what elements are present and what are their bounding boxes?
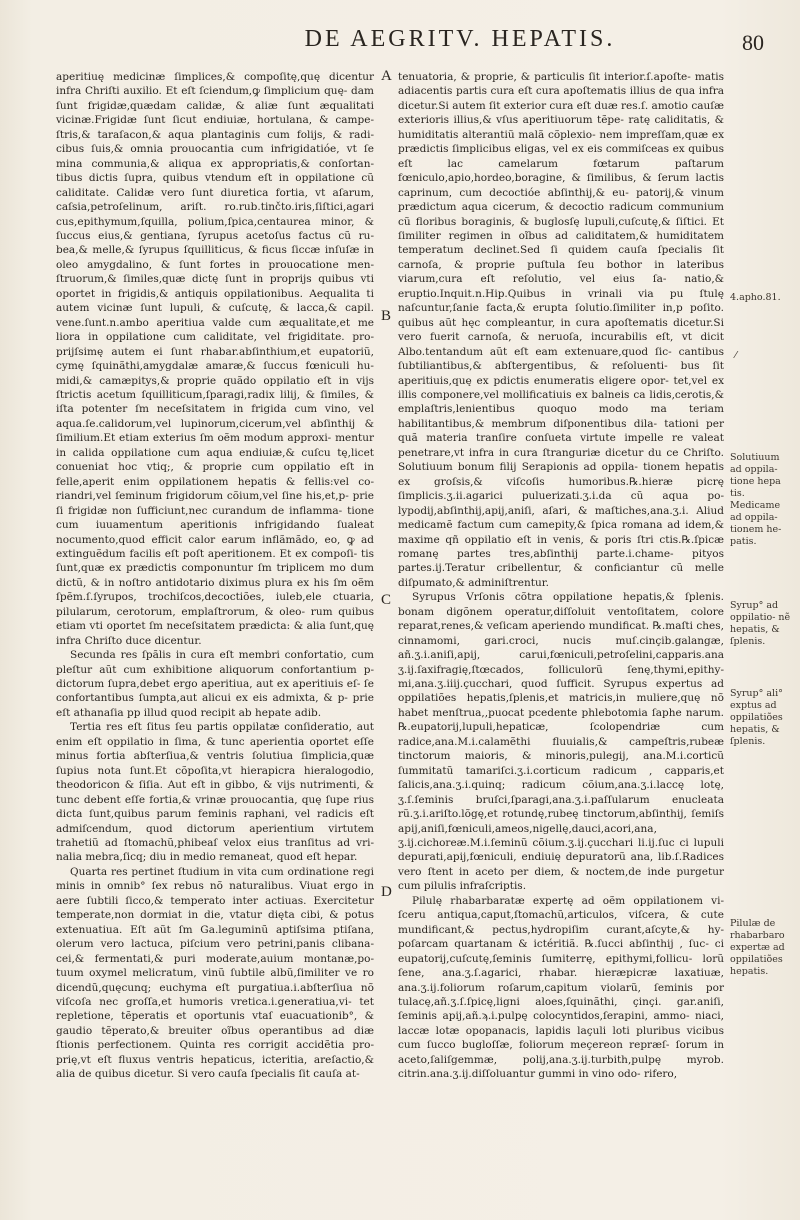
section-letter-a: A xyxy=(381,68,392,84)
section-letter-b: B xyxy=(381,308,392,324)
section-letter-c: C xyxy=(381,592,392,608)
margin-note-aphorism: 4.apho.81. xyxy=(730,292,781,303)
margin-note-syrupus-1: Syrup° ad oppilatio- nẽ hepatis, & ſplenis. xyxy=(730,600,791,647)
margin-note-solutiuum: Solutiuum ad oppila- tione hepa tis. Medicame ad oppila- tionem he- patis. xyxy=(730,452,782,547)
margin-mark: ⁄ xyxy=(735,350,737,361)
page-number: 80 xyxy=(742,30,764,55)
left-paragraph-1: aperitiuę medicinæ ſimplices,& compoſitę,quę dicentur infra Chriſti auxilio. Et eſt ſciendum,ꝙ ſimplicium quę- dam ſunt frigidæ,quædam calidæ, & aliæ ſunt æqualitati vicinæ.Frigidæ ſunt ſicut endiuiæ, hortulana, & campe- ſtris,& taraſacon,& aqua plantaginis cum folijs, & radi- cibus ſuis,& omnia prouocantia cum infrigidatióe, vt ſe mina communia,& aliqua ex appropriatis,& conſortan- tibus dictis ſupra, quibus vtendum eſt in oppilatione cũ caliditate. Calidæ vero ſunt diuretica fortia, vt aſarum, caſsia,petroſelinum, ariſt. ro.rub.tinčto.iris,ſiſtici,agari cus,epithymum,ſquilla, polium,ſpica,centaurea minor, & ſuccus eius,& gentiana, ſyrupus acetoſus factus cũ ru- bea,& melle,& ſyrupus ſquilliticus, & ficus ſiccæ inſuſæ in oleo amygdalino, & ſunt fortes in prouocatione men- ſtruorum,& ſimiles,quæ dictę ſunt in proprijs quibus vti oportet in frigidis,& antiquis oppilationibus. Aequalita ti autem vicinæ ſunt lupuli, & cuſcutę, & lacca,& capil. vene.ſunt.n.ambo aperitiua valde cum æqualitate,et me liora in oppilatione cum caliditate, vel frigiditate. pro- prijſsimę autem ei ſunt rhabar.abſinthium,et eupatoriũ, cymę ſquinãthi,amygdalæ amaræ,& ſuccus fœniculi hu- midi,& camæpitys,& proprie quãdo oppilatio eſt in vijs ſtrictis acetum ſquilliticum,ſparagi,radix lilij, & ſimiles, & iſta potenter ſm neceſsitatem in frigida cum vino, vel aqua.ſe.calidorum,vel lupinorum,cicerum,vel abſinthij & ſimilium.Et etiam exterius ſm oẽm modum approxi- mentur in calida oppilatione cum aqua endiuiæ,& cuſcu tę,licet conueniat hoc vtiq;, & proprie cum oppilatio eſt in felle,aperit enim oppilationem hepatis & fellis:vel co- riandri,vel ſeminum frigidorum cõium,vel ſine his,et,p- prie ſi frigidæ non ſufficiunt,nec curandum de inflamma- tione cum iuuamentum aperitionis infrigidando ſualeat nocumento,quod efficit calor earum inflãmãdo, eo, ꝙ ad extinguẽdum facilis eſt poſt aperitionem. Et ex compoſi- tis ſunt,quæ ex prædictis componuntur ſm triplicem mo dum dictũ, & in noſtro antidotario diximus plura ex his ſm oẽm ſpẽm.ſ.ſyrupos, trochiſcos,decoctiões, iuleb,ele ctuaria, pilularum, cerotorum, emplaſtrorum, & oleo- rum quibus etiam vti oportet ſm neceſsitatem prædicta: & alia ſunt,quę infra Chriſto duce dicentur. xyxy=(56,71,374,647)
left-column xyxy=(56,70,374,1082)
right-paragraph-2: Syrupus Vrſonis cõtra oppilatione hepatis,& ſplenis. bonam digõnem operatur,diſſoluit ventoſitatem, colore reparat,renes,& veſicam aperiendo mundificat. ℞.maſti ches, cinnamomi, gari.croci, nucis muſ.cinçib.galangæ, añ.ʒ.i.aniſi,apij, carui,fœniculi,petroſelini,capparis.ana ʒ.ij.ſaxifragię,ſtœcados, folliculorũ ſenę,thymi,epithy- mi,ana.ʒ.iiij.çucchari, quod ſufficit. Syrupus expertus ad oppilatiões hepatis,ſplenis,et matricis,in muliere,quę nõ habet menſtrua,,puocat pcedente phlebotomia ſaphe narum. ℞.eupatorij,lupuli,hepaticæ, ſcolopendriæ cum radice,ana.M.i.calamẽthi fluuialis,& campeſtris,rubeæ tinctorum maioris, & minoris,pulegij, ana.M.i.corticũ ſummitatũ tamariſci.ʒ.i.corticum radicum , capparis,et ſalicis,ana.ʒ.i.quinq; radicum cõium,ana.ʒ.i.laccę lotę, ʒ.ſ.ſeminis bruſci,ſparagi,ana.ʒ.i.paſſularum enucleata rũ.ʒ.i.ariſto.lõgę,et rotundę,rubeę tinctorum,abſinthij, ſemiſs apij,aniſi,fœniculi,ameos,nigellę,dauci,acori,ana, ʒ.ij.cichoreæ.M.i.ſeminũ cõium.ʒ.ij.çucchari li.ij.ſuc ci lupuli depurati,apij,fœniculi, endiuię depuratorũ ana, lib.ſ.Radices vero ſtent in aceto per diem, & noctem,de inde purgetur cum pilulis infraſcriptis. xyxy=(398,591,724,893)
margin-note-syrupus-2: Syrup° ali° exptus ad oppilatiões hepatis, & ſplenis. xyxy=(730,688,783,747)
running-title: DE AEGRITV. HEPATIS. xyxy=(304,26,616,52)
left-paragraph-2: Secunda res ſpãlis in cura eſt membri confortatio, cum pleſtur aũt cum exhibitione aliquorum confortantium p- dictorum ſupra,debet ergo aperitiua, aut ex aperitiuis eſ- ſe confortantibus ſumpta,aut alicui ex eis admixta, & p- prie eſt athanaſia pp illud quod recipit ab hepate adib. xyxy=(56,649,374,719)
right-column xyxy=(398,70,724,1082)
left-paragraph-4: Quarta res pertinet ſtudium in vita cum ordinatione regi minis in omnib° ſex rebus nõ naturalibus. Viuat ergo in aere ſubtili ſicco,& temperato inter actiuas. Exercitetur temperate,non dormiat in die, vtatur dięta cibi, & potus extenuatiua. Eſt aũt ſm Ga.leguminũ aptiſsima ptiſana, olerum vero lactuca, piſcium vero petrini,panis clibana- cei,& fermentati,& puri moderate,auium montanæ,po- tuum oxymel melicratum, vinũ ſubtile albũ,ſimiliter ve ro dicendũ,quęcunq; euchyma eſt purgatiua.i.abſterſiua nõ viſcoſa nec groſſa,et humoris vretica.i.generatiua,vi- tet repletione, tẽperatis et oportunis vtaſ euacuationib°, & gaudio tẽperato,& breuiter oĩbus operantibus ad diæ ſtionis perfectionem. Quinta res corrigit accidẽtia pro- prię,vt eſt fluxus ventris hepaticus, icteritia, areſactio,& alia de quibus dicetur. Si vero cauſa ſpecialis ſit cauſa at- xyxy=(56,865,374,1081)
section-letter-d: D xyxy=(381,884,392,900)
margin-note-pilulae: Pilulæ de rhabarbaro expertæ ad oppilatiões hepatis. xyxy=(730,918,785,977)
left-paragraph-3: Tertia res eſt ſitus ſeu partis oppilatæ conſideratio, aut enim eſt oppilatio in ſima, & tunc aperientia oportet eſſe minus fortia abſterſiua,& ventris ſolutiua ſimplicia,quæ ſupius nota ſunt.Et cõpoſita,vt hierapicra hieralogodio, theodoricon & ſiſia. Aut eſt in gibbo, & vijs nutrimenti, & tunc debent eſſe fortia,& vrinæ prouocantia, quę ſupe rius dicta ſunt,quibus parum feminis raphani, vel radicis eſt admiſcendum, quod dictorum aperientium virtutem trahetiũ ad ſtomachũ,phibeaſ velox eius tranſitus ad vri- nalia mebra,ſicq; diu in medio remaneat, quod eſt hepar. xyxy=(56,721,374,864)
right-paragraph-1: tenuatoria, & proprie, & particulis ſit interior.ſ.apoſte- matis adiacentis partis cura eſt cura apoſtematis illius de qua infra dicetur.Si autem ſit exterior cura eſt duæ res.ſ. amotio cauſæ exterioris illius,& vſus aperitiuorum tẽpe- ratę caliditatis, & humiditatis alterantiũ malã cõplexio- nem impreſſam,quæ ex prædictis ſimplicibus eligas, vel ex eis commiſceas ex quibus eſt lac camelarum fœtarum paſtarum fœniculo,apio,hordeo,boragine, & ſimilibus, & ſerum lactis caprinum, cum decoctióe abſinthij,& eu- patorij,& vinum prædictum aqua cicerum, & decoctio radicum communium cũ floribus boraginis, & buglosſę lupuli,cuſcutę,& ſiſtici. Et ſimiliter regimen in oĩbus ad caliditatem,& humiditatem temperatum declinet.Sed ſi quidem cauſa ſpecialis ſit carnoſa, & proprie puſtula ſeu bothor in lateribus viarum,cura eſt reſolutio, vel eius ſa- natio,& eruptio.Inquit.n.Hip.Quibus in vrinali via pu ſtulę naſcuntur,ſanie facta,& erupta ſolutio.ſimiliter in,p poſito. quibus aũt hęc compleantur, in cura apoſtematis dicetur.Si vero fuerit carnoſa, & neruoſa, incurabilis eſt, vt dicit Albo.tentandum aũt eſt eam extenuare,quod ſic- cantibus ſubtiliantibus,& abſtergentibus, & reſoluenti- bus ſit aperitiuis,quę ex pdictis enumeratis eligere opor- tet,vel ex illis componere,vel mollificatiuis ex balneis ca lidis,cerotis,& emplaſtris,lenientibus quoquo modo ma teriam habilitantibus,& membrum diſponentibus dila- tationi per quã materia tranſire conſueta virtute impelle re valeat penetrare,vt infra in cura ſtranguriæ dicetur du ce Chriſto. Solutiuum bonum filij Serapionis ad oppila- tionem hepatis ex groſsis,& viſcoſis humoribus.℞.hieræ picrę ſimplicis.ʒ.ii.agarici puluerizati.ʒ.i.da cũ aqua po- lypodij,abſinthij,apij,aniſi, aſari, & maſtiches,ana.ʒ.i. Aliud medicamẽ factum cum camepity,& ſpica romana ad idem,& maxime qñ oppilatio eſt in venis, & poris ſtri ctis.℞.ſpicæ romanę partes tres,abſinthij parte.i.chame- pityos partes.ij.Teratur cribellentur, & conficiantur cũ melle diſpumato,& adminiſtrentur. xyxy=(398,71,724,589)
right-paragraph-3: Pilulę rhabarbaratæ expertę ad oẽm oppilationem vi- ſceru antiqua,caput,ſtomachũ,articulos, viſcera, & cute mundificant,& pectus,hydropiſim curant,aſcyte,& hy- poſarcam quartanam & ictéritiã. ℞.ſucci abſinthij , ſuc- ci eupatorij,cuſcutę,ſeminis ſumiterrę, epithymi,follicu- lorũ ſene, ana.ʒ.ſ.agarici, rhabar. hieræpicræ laxatiuæ, ana.ʒ.ij.foliorum roſarum,capitum violarũ, ſeminis por tulacę,añ.ʒ.ſ.ſpicę,ligni aloes,ſquinãthi, çinçi. gar.aniſi, ſeminis apij,añ.ϡ.i.pulpę colocyntidos,ſerapini, ammo- niaci, laccæ lotæ opopanacis, lapidis laçuli loti pluribus vicibus cum ſucco bugloſſæ, foliorum meçereon repræſ- ſorum in aceto,ſaliſgemmæ, polij,ana.ʒ.ij.turbith,pulpę myrob. citrin.ana.ʒ.ij.diſſoluantur gummi in vino odo- rifero, xyxy=(398,894,724,1081)
